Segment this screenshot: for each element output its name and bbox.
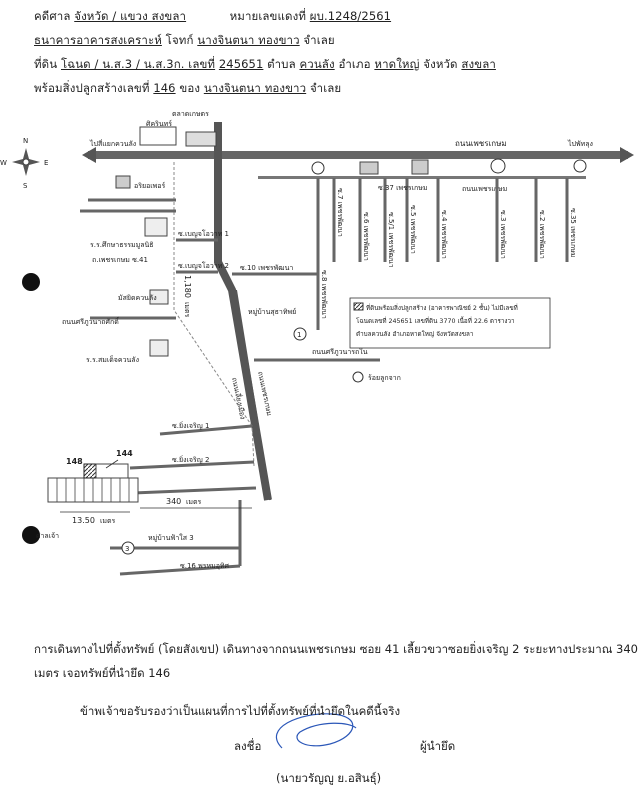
site-note-label: ศาลเจ้า — [36, 532, 60, 540]
deed-number: 245651 — [218, 57, 264, 71]
legend-marker-label: ร้อยลูกจาก — [368, 374, 401, 382]
signer-role: ผู้นำยึด — [420, 739, 456, 753]
plot-148: 148 — [66, 457, 83, 466]
distance-340: 340 — [166, 497, 182, 506]
soi-41: ถ.เพชรเกษม ซ.41 — [92, 256, 148, 264]
mosque-label: มัสยิดควนลัง — [118, 294, 157, 302]
school2-building — [150, 340, 168, 356]
icon-circle-c — [574, 160, 586, 172]
building-label: พร้อมสิ่งปลูกสร้างเลขที่ — [34, 81, 150, 95]
sign-label: ลงชื่อ — [234, 739, 262, 753]
soi-4: ซ.4 เพชรพัฒนา — [440, 210, 448, 259]
icon-building-a — [360, 162, 378, 174]
defendant-label: จำเลย — [303, 33, 335, 47]
icon-building-b — [412, 160, 428, 174]
province-label: จังหวัด — [423, 57, 458, 71]
compass-w: W — [0, 159, 7, 167]
market-label: ตลาดเกษตร — [172, 110, 209, 118]
soi-35: ซ.35 เพชรเกษม — [569, 208, 577, 258]
marker-3: 3 — [125, 545, 130, 553]
soi-7: ซ.7 เพชรพัฒนา — [336, 188, 344, 237]
road-kwnl-label: ถนนศรีภูวนาถศักดิ์ — [62, 318, 119, 326]
soi-10: ซ.10 เพชรพัฒนา — [240, 264, 294, 272]
school1-label: ร.ร.ศึกษาธรรมมูลนิธิ — [90, 241, 154, 249]
compass-e: E — [44, 159, 49, 167]
case-number: ผบ.1248/2561 — [309, 9, 392, 23]
deed-type: โฉนด / น.ส.3 / น.ส.3ก. เลขที่ — [60, 57, 216, 71]
distance-1350-unit: เมตร — [100, 517, 116, 525]
distance-1350: 13.50 — [72, 516, 95, 525]
market-building — [186, 132, 216, 146]
province-value: สงขลา — [461, 57, 496, 71]
school1-building — [145, 218, 167, 236]
village1-label: หมู่บ้านสุธาทิพย์ — [248, 308, 297, 316]
icon-circle-b — [491, 159, 505, 173]
soi-benja-1: ซ.เบญจโอวาท 1 — [178, 230, 229, 238]
case-label: หมายเลขแดงที่ — [229, 9, 306, 23]
signer-name: (นายวรัญญู ย.อสินธุ์) — [276, 771, 382, 785]
tambon-label: ตำบล — [267, 57, 296, 71]
compass-rose — [0, 137, 48, 190]
soi-6: ซ.6 เพชรพัฒนา — [362, 212, 370, 261]
legend-line-3: ตำบลควนลัง อำเภอหาดใหญ่ จังหวัดสงขลา — [356, 331, 474, 338]
vertical-road-label-2: ถนนเลี่ยงเมือง — [230, 376, 247, 421]
land-label: ที่ดิน — [34, 57, 58, 71]
soi-yingcharoen-1: ซ.ยิ่งเจริญ 1 — [172, 422, 210, 430]
plaintiff-label: โจทก์ — [165, 33, 194, 47]
compass-s: S — [23, 182, 28, 190]
soi-37: ซ.37 เพชรเกษม — [378, 184, 428, 192]
school2-label: ร.ร.สมเด็จควนลัง — [86, 356, 140, 364]
village3-label: หมู่บ้านฟ้าใส 3 — [148, 534, 194, 542]
soi-benja-2: ซ.เบญจโอวาท 2 — [178, 262, 229, 270]
srisunthon-label: ถนนศรีภูวนารถใน — [312, 348, 368, 356]
road-petchkasem-label: ถนนเพชรเกษม — [455, 139, 507, 148]
distance-1180-unit: เมตร — [183, 302, 191, 318]
to-right-label: ไปพัทลุง — [568, 140, 593, 148]
tambon-value: ควนลัง — [299, 57, 335, 71]
of-label: ของ — [179, 81, 201, 95]
certification-text: ข้าพเจ้าขอรับรองว่าเป็นแผนที่การไปที่ตั้งทรัพย์ที่นำยึดในคดีนี้จริง — [80, 704, 401, 718]
soi-8: ซ.8 เพชรพัฒนา — [320, 270, 328, 319]
hospital-label: ศิครินทร์ — [146, 120, 173, 128]
plaintiff-name: ธนาคารอาคารสงเคราะห์ — [34, 33, 162, 47]
owner-role: จำเลย — [309, 81, 342, 95]
road-petchpattana-label: ถนนเพชรเกษม — [462, 185, 508, 193]
icon-circle-a — [312, 162, 324, 174]
owner-name: นางจินตนา ทองขาว — [203, 81, 307, 95]
amphoe-label: อำเภอ — [338, 57, 371, 71]
distance-1180: 1,180 — [183, 275, 192, 298]
plot-row — [48, 464, 138, 502]
soi-16: ซ.16 พรหมอุทิศ — [180, 562, 229, 570]
compass-n: N — [23, 137, 29, 145]
target-plot — [84, 464, 96, 478]
legend-line-2: โฉนดเลขที่ 245651 เลขที่ดิน 3770 เนื้อที่ 22.6 ตารางวา — [356, 318, 515, 325]
court-value: จังหวัด / แขวง สงขลา — [74, 9, 187, 23]
plot-144: 144 — [116, 449, 133, 458]
distance-340-unit: เมตร — [186, 498, 202, 506]
soi-3: ซ.3 เพชรพัฒนา — [499, 210, 507, 259]
marker-1: 1 — [297, 331, 302, 339]
hospital-building — [140, 127, 176, 145]
route-description-2: เมตร เจอทรัพย์ที่นำยึด 146 — [34, 666, 171, 680]
legend-box — [350, 298, 550, 348]
soi-yingcharoen-2: ซ.ยิ่งเจริญ 2 — [172, 456, 210, 464]
road-petchkasem — [82, 147, 634, 163]
soi-5-1: ซ.5/1 เพชรพัฒนา — [387, 212, 395, 268]
soi-5: ซ.5 เพชรพัฒนา — [409, 205, 417, 254]
court-label: คดีศาล — [34, 9, 71, 23]
route-description-1: การเดินทางไปที่ตั้งทรัพย์ (โดยสังเขป) เดินทางจากถนนเพชรเกษม ซอย 41 เลี้ยวขวาซอยยิ่งเจริญ 2 ระยะทางประมาณ 340 — [34, 642, 638, 656]
to-left-label: ไปสี่แยกควนลัง — [90, 140, 137, 148]
soi-2: ซ.2 เพชรพัฒนา — [538, 210, 546, 259]
house-number: 146 — [153, 81, 176, 95]
vertical-road-label-1: ถนนเพชรเกษม — [256, 370, 274, 417]
ariya-label: อริยอเพอร์ — [134, 182, 166, 190]
amphoe-value: หาดใหญ่ — [374, 57, 420, 71]
ariya-building — [116, 176, 130, 188]
defendant-name: นางจินตนา ทองขาว — [197, 33, 300, 47]
legend-line-1: ที่ดินพร้อมสิ่งปลูกสร้าง (อาคารพาณิชย์ 2 ชั้น) ไม่มีเลขที่ — [366, 305, 518, 312]
